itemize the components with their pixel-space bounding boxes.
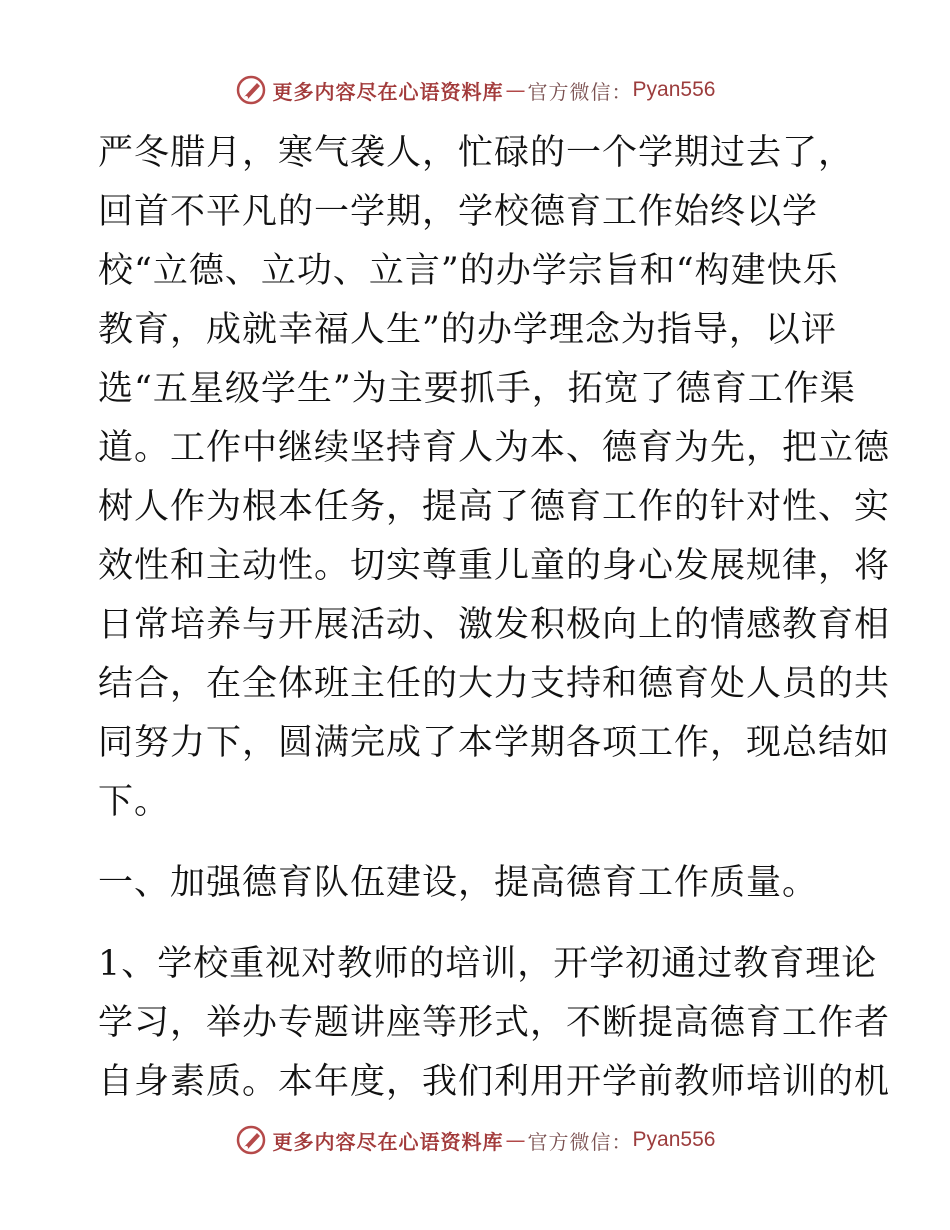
document-body (98, 124, 891, 1112)
paragraph-2 (98, 935, 891, 1112)
text-line: 选“五星级学生”为主要抓手，拓宽了德育工作渠 (98, 369, 856, 409)
paragraph-gap (98, 832, 858, 854)
banner-dash: — (505, 78, 526, 102)
text-line: 下。 (98, 782, 171, 822)
text-line: 回首不平凡的一学期，学校德育工作始终以学 (98, 192, 819, 232)
text-line: 教育，成就幸福人生”的办学理念为指导，以评 (98, 310, 837, 350)
pen-logo-icon (235, 74, 267, 106)
banner-source-text: 更多内容尽在心语资料库 (272, 1129, 504, 1154)
text-line: 同努力下，圆满完成了本学期各项工作，现总结如 (98, 723, 891, 763)
paragraph-gap (98, 913, 858, 935)
text-line: 树人作为根本任务，提高了德育工作的针对性、实 (98, 487, 891, 527)
text-line: 结合，在全体班主任的大力支持和德育处人员的共 (98, 664, 891, 704)
text-line: 校“立德、立功、立言”的办学宗旨和“构建快乐 (98, 251, 839, 291)
text-line: 效性和主动性。切实尊重儿童的身心发展规律，将 (98, 546, 891, 586)
banner-source-text: 更多内容尽在心语资料库 (272, 79, 504, 104)
banner-wechat-handle: Pyan556 (632, 78, 716, 101)
text-line: 日常培养与开展活动、激发积极向上的情感教育相 (98, 605, 891, 645)
banner-wechat-label: 官方微信： (527, 1129, 633, 1154)
banner-wechat-label: 官方微信： (527, 79, 633, 104)
text-line: 1、学校重视对教师的培训，开学初通过教育理论 (98, 944, 878, 984)
paragraph-1 (98, 124, 891, 832)
pen-logo-icon (235, 1124, 267, 1156)
footer-banner (0, 1118, 950, 1162)
text-line: 道。工作中继续坚持育人为本、德育为先，把立德 (98, 428, 891, 468)
text-line: 学习，举办专题讲座等形式，不断提高德育工作者 (98, 1003, 891, 1043)
header-banner (0, 68, 950, 112)
banner-dash: — (505, 1128, 526, 1152)
banner-wechat-handle: Pyan556 (632, 1128, 716, 1151)
text-line: 自身素质。本年度，我们利用开学前教师培训的机 (98, 1062, 891, 1102)
section-heading: 一、加强德育队伍建设，提高德育工作质量。 (98, 863, 819, 903)
text-line: 严冬腊月，寒气袭人，忙碌的一个学期过去了， (98, 133, 855, 173)
